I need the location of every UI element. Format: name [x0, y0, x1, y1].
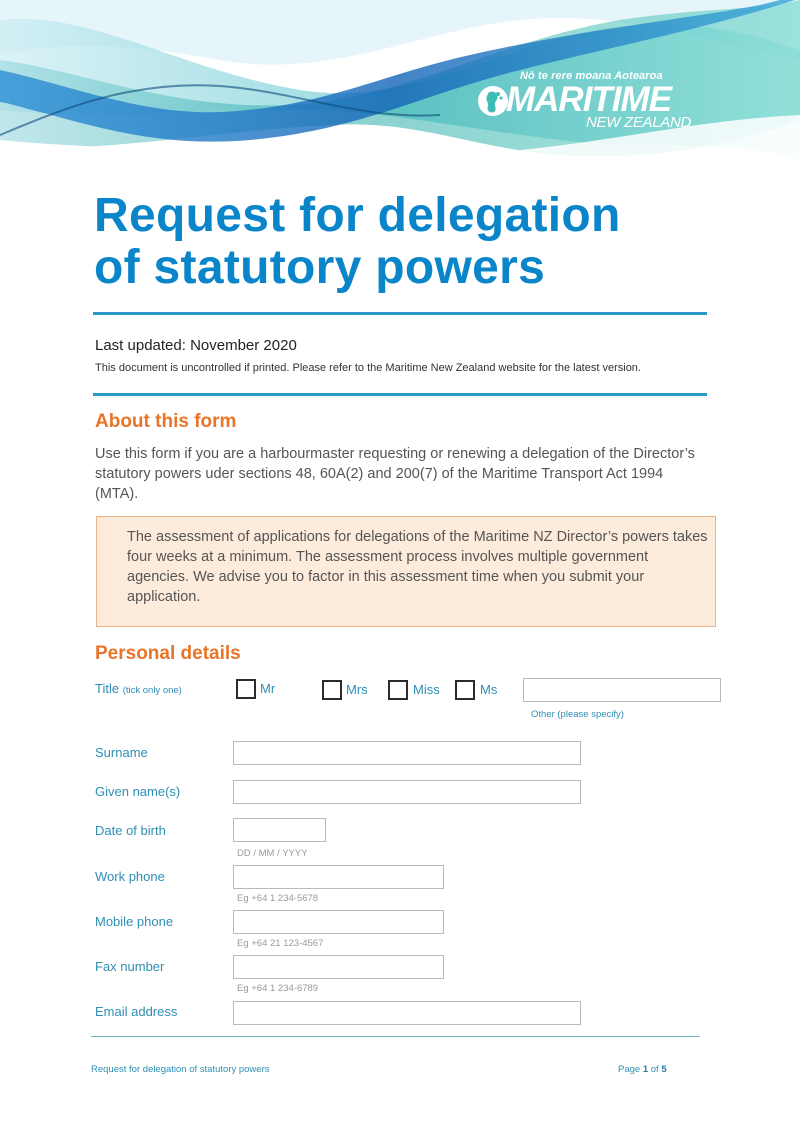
fax-label: Fax number [95, 959, 165, 974]
checkbox-miss[interactable] [388, 680, 408, 700]
email-input[interactable] [233, 1001, 581, 1025]
assessment-notice-text: The assessment of applications for delegations of the Maritime NZ Director’s powers takes four weeks at a minimum. The assessment process involves multiple government agencies. We advise you to factor in this assessment time when you submit your application. [127, 529, 708, 605]
footer-doc-name: Request for delegation of statutory powers [91, 1064, 270, 1075]
title-label-text: Title [95, 681, 120, 696]
page-title [94, 190, 734, 294]
page-prefix: Page [618, 1064, 641, 1075]
divider [93, 393, 707, 396]
seahorse-logo-icon [476, 84, 510, 118]
divider [93, 312, 707, 315]
fax-hint: Eg +64 1 234-6789 [237, 983, 319, 994]
checkbox-mr-label: Mr [260, 681, 276, 696]
other-title-hint: Other (please specify) [531, 709, 624, 720]
checkbox-mrs[interactable] [322, 680, 342, 700]
maritime-nz-logo [476, 70, 716, 135]
checkbox-ms[interactable] [455, 680, 475, 700]
mobile-phone-hint: Eg +64 21 123-4567 [237, 938, 324, 949]
logo-brand-name: MARITIME [506, 80, 672, 119]
logo-brand-sub: NEW ZEALAND [586, 114, 692, 131]
uncontrolled-notice: This document is uncontrolled if printed. Please refer to the Maritime New Zealand website for the latest version. [95, 362, 641, 374]
given-names-input[interactable] [233, 780, 581, 804]
work-phone-input[interactable] [233, 865, 444, 889]
dob-hint: DD / MM / YYYY [237, 848, 308, 859]
surname-input[interactable] [233, 741, 581, 765]
mobile-phone-input[interactable] [233, 910, 444, 934]
section-heading-personal: Personal details [95, 643, 241, 664]
last-updated: Last updated: November 2020 [95, 337, 297, 354]
dob-label: Date of birth [95, 823, 166, 838]
given-names-label: Given name(s) [95, 784, 181, 799]
page-current: 1 [642, 1064, 649, 1075]
title-line-2: of statutory powers [94, 241, 546, 294]
footer-divider [91, 1036, 700, 1037]
surname-label: Surname [95, 745, 148, 760]
mobile-phone-label: Mobile phone [95, 914, 174, 929]
work-phone-label: Work phone [95, 869, 165, 884]
title-note: (tick only one) [122, 685, 182, 696]
email-label: Email address [95, 1004, 178, 1019]
title-line-1: Request for delegation [94, 189, 621, 242]
title-label [95, 681, 182, 696]
checkbox-mrs-label: Mrs [346, 682, 368, 697]
checkbox-mr[interactable] [236, 679, 256, 699]
page-total: 5 [661, 1064, 667, 1075]
work-phone-hint: Eg +64 1 234-5678 [237, 893, 319, 904]
section-heading-about: About this form [95, 411, 237, 432]
fax-input[interactable] [233, 955, 444, 979]
dob-input[interactable] [233, 818, 326, 842]
other-title-input[interactable] [523, 678, 721, 702]
about-body: Use this form if you are a harbourmaster requesting or renewing a delegation of the Director’s statutory powers uder sections 48, 60A(2) and 200(7) of the Maritime Transport Act 1994 (MTA). [95, 446, 695, 502]
page-of: of [650, 1064, 659, 1075]
assessment-notice-box [96, 516, 716, 627]
page-indicator [618, 1064, 667, 1075]
checkbox-ms-label: Ms [480, 682, 498, 697]
logo-tagline: Nō te rere moana Aotearoa [520, 70, 663, 82]
header-banner [0, 0, 800, 170]
checkbox-miss-label: Miss [413, 682, 440, 697]
